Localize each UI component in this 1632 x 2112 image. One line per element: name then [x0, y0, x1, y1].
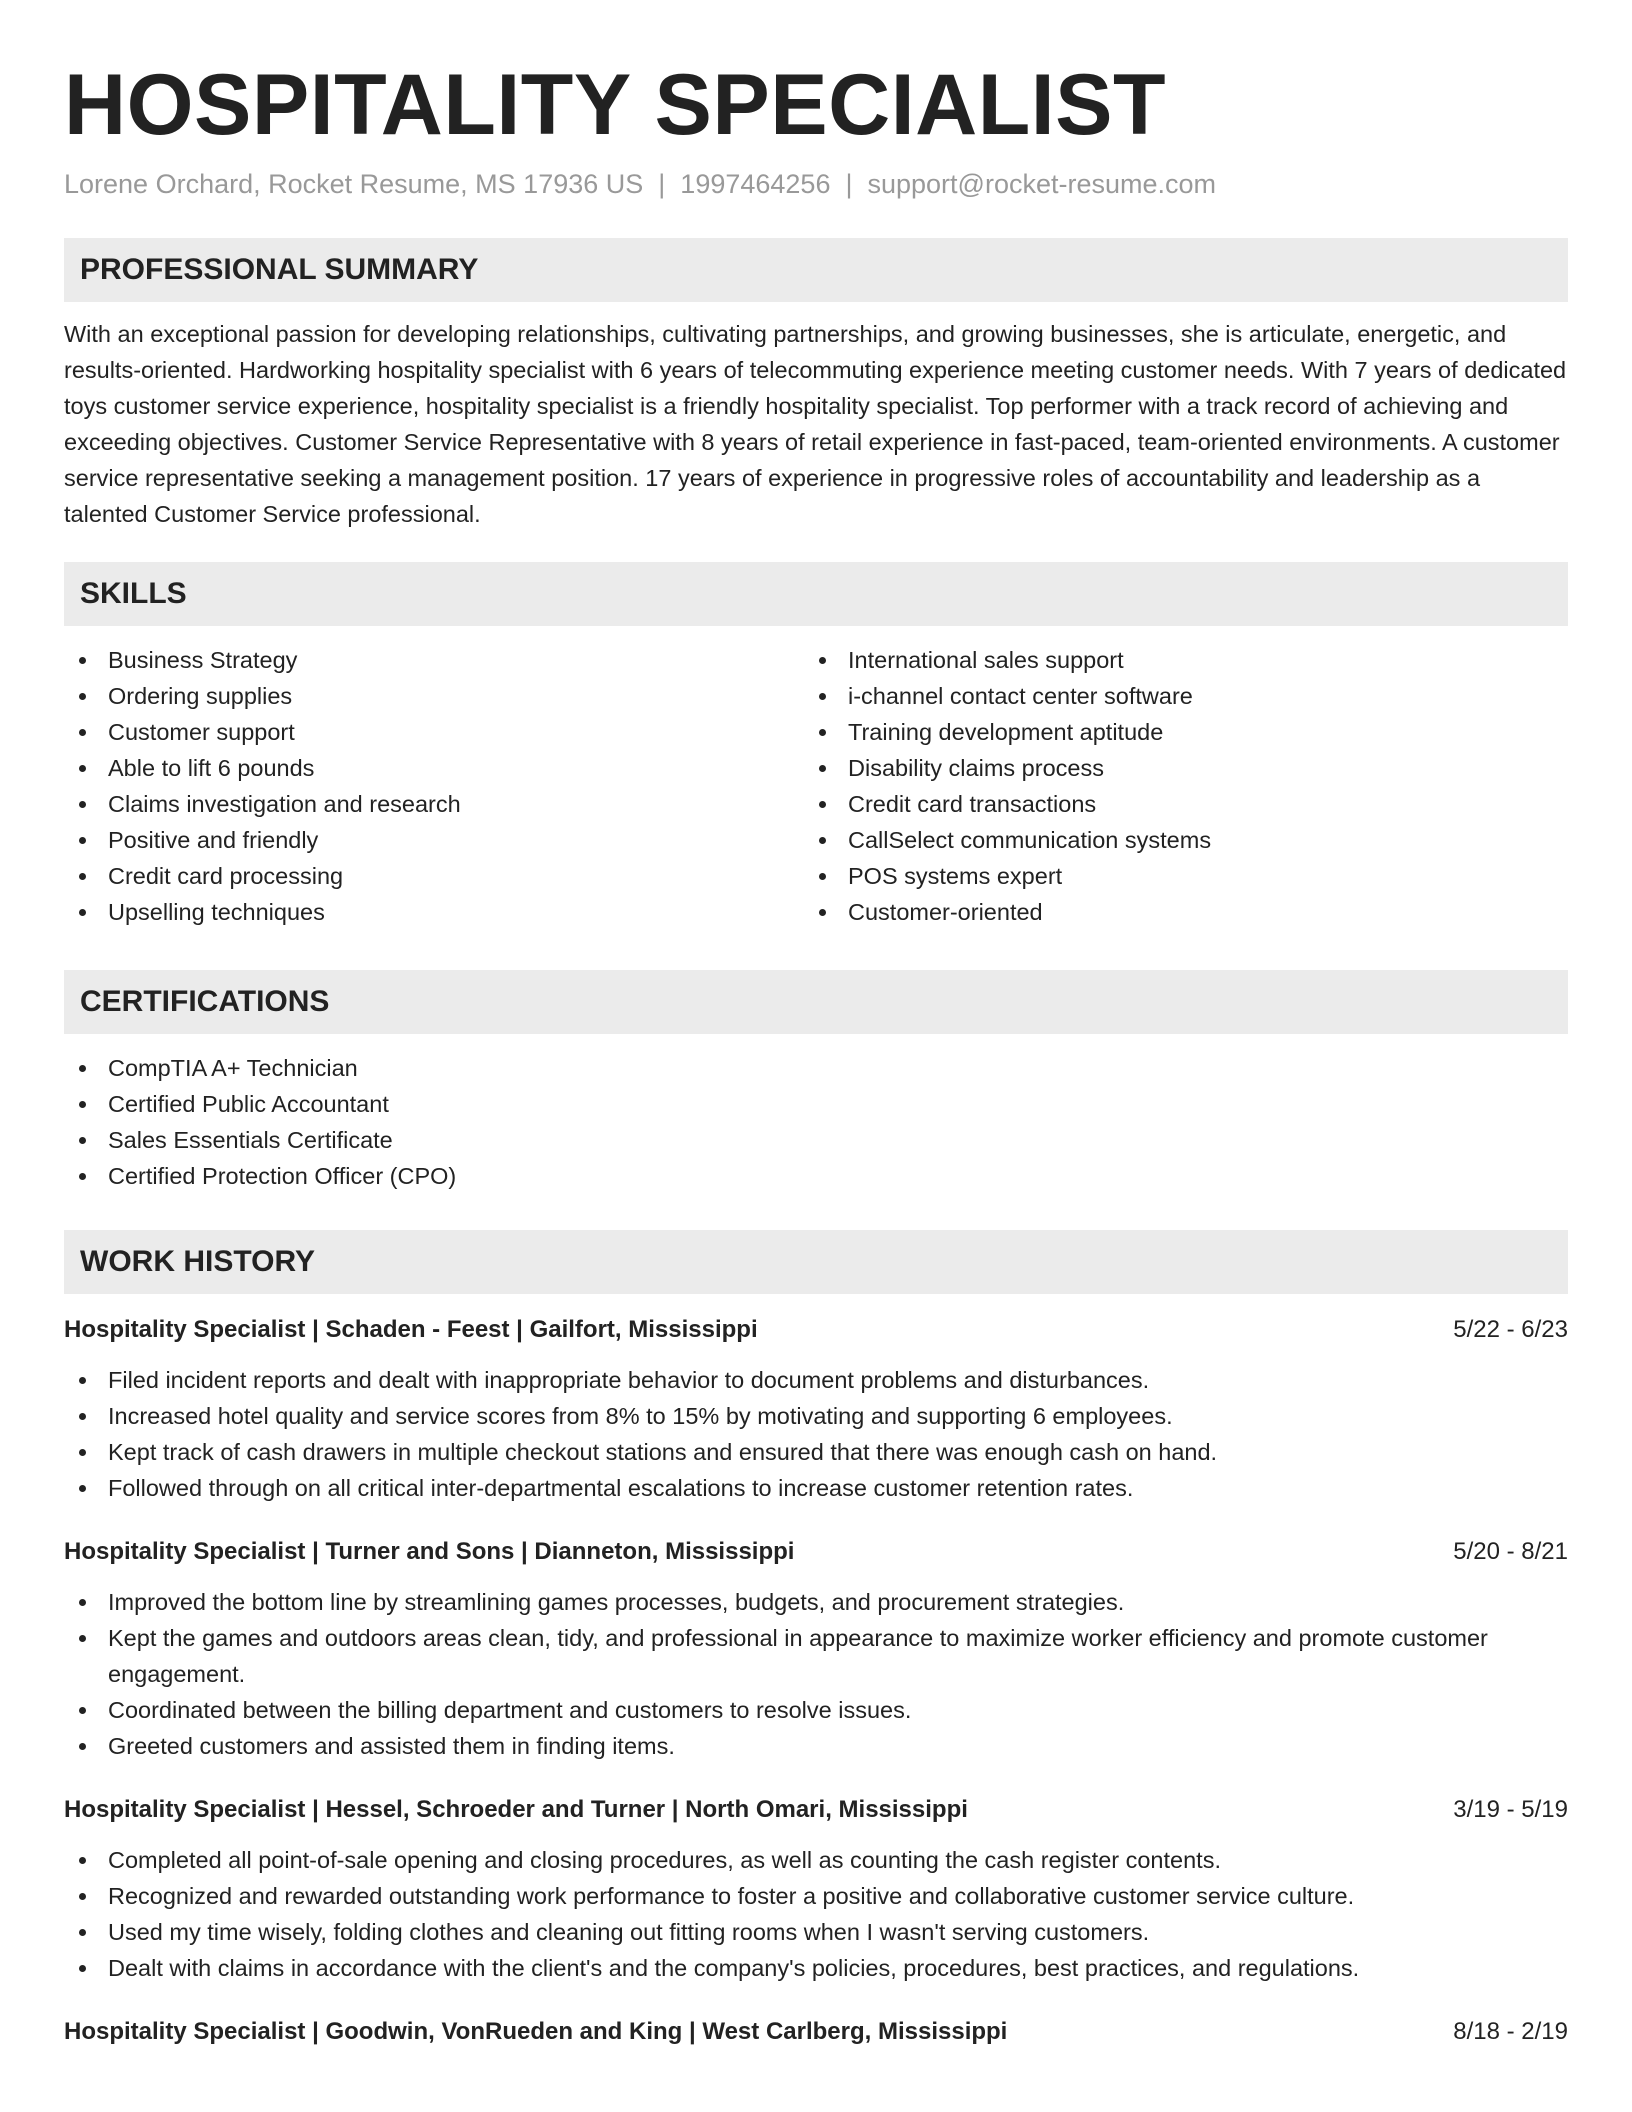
contact-email: support@rocket-resume.com: [867, 168, 1217, 199]
contact-phone: 1997464256: [680, 168, 831, 199]
list-item: Ordering supplies: [64, 678, 804, 714]
list-item: Credit card processing: [64, 858, 804, 894]
list-item: Recognized and rewarded outstanding work performance to foster a positive and collaborative customer service culture.: [64, 1878, 1568, 1914]
job-bullets: [64, 1842, 1568, 1986]
list-item: i-channel contact center software: [804, 678, 1544, 714]
list-item: Training development aptitude: [804, 714, 1544, 750]
job-header: [64, 1312, 1568, 1348]
list-item: Certified Protection Officer (CPO): [64, 1158, 1568, 1194]
summary-heading: PROFESSIONAL SUMMARY: [80, 252, 479, 286]
job-entry: [64, 1312, 1568, 1506]
list-item: Improved the bottom line by streamlining games processes, budgets, and procurement strategies.: [64, 1584, 1568, 1620]
job-entry: [64, 2014, 1568, 2050]
list-item: CompTIA A+ Technician: [64, 1050, 1568, 1086]
list-item: Positive and friendly: [64, 822, 804, 858]
job-entry: [64, 1792, 1568, 1986]
job-header: [64, 1534, 1568, 1570]
job-title: Hospitality Specialist | Hessel, Schroeder and Turner | North Omari, Mississippi: [64, 1795, 968, 1823]
list-item: Completed all point-of-sale opening and closing procedures, as well as counting the cash register contents.: [64, 1842, 1568, 1878]
skills-heading: SKILLS: [80, 576, 187, 610]
list-item: CallSelect communication systems: [804, 822, 1544, 858]
list-item: Filed incident reports and dealt with inappropriate behavior to document problems and disturbances.: [64, 1362, 1568, 1398]
list-item: Kept track of cash drawers in multiple checkout stations and ensured that there was enough cash on hand.: [64, 1434, 1568, 1470]
job-dates: 8/18 - 2/19: [1453, 2017, 1568, 2045]
work-section-header: [64, 1230, 1568, 1294]
job-header: [64, 1792, 1568, 1828]
list-item: Credit card transactions: [804, 786, 1544, 822]
resume-name: HOSPITALITY SPECIALIST: [64, 57, 1167, 153]
skills-column-right: [804, 642, 1544, 930]
list-item: Certified Public Accountant: [64, 1086, 1568, 1122]
job-header: [64, 2014, 1568, 2050]
list-item: Disability claims process: [804, 750, 1544, 786]
list-item: Greeted customers and assisted them in finding items.: [64, 1728, 1568, 1764]
job-title: Hospitality Specialist | Schaden - Feest | Gailfort, Mississippi: [64, 1315, 758, 1343]
job-dates: 5/22 - 6/23: [1453, 1315, 1568, 1343]
job-dates: 5/20 - 8/21: [1453, 1537, 1568, 1565]
certifications-section-header: [64, 970, 1568, 1034]
list-item: Used my time wisely, folding clothes and cleaning out fitting rooms when I wasn't serving customers.: [64, 1914, 1568, 1950]
contact-separator: |: [658, 168, 666, 199]
contact-address: Lorene Orchard, Rocket Resume, MS 17936 US: [64, 168, 644, 199]
list-item: Upselling techniques: [64, 894, 804, 930]
list-item: Customer support: [64, 714, 804, 750]
job-dates: 3/19 - 5/19: [1453, 1795, 1568, 1823]
work-history-list: [64, 1312, 1568, 2050]
contact-line: [64, 167, 1568, 202]
skills-list: [64, 642, 1568, 930]
list-item: Sales Essentials Certificate: [64, 1122, 1568, 1158]
list-item: Kept the games and outdoors areas clean, tidy, and professional in appearance to maximize worker efficiency and promote customer engagement.: [64, 1620, 1568, 1692]
certifications-list: [64, 1050, 1568, 1194]
list-item: Able to lift 6 pounds: [64, 750, 804, 786]
job-title: Hospitality Specialist | Goodwin, VonRueden and King | West Carlberg, Mississippi: [64, 2017, 1008, 2045]
list-item: Followed through on all critical inter-departmental escalations to increase customer retention rates.: [64, 1470, 1568, 1506]
list-item: POS systems expert: [804, 858, 1544, 894]
certifications-heading: CERTIFICATIONS: [80, 984, 330, 1018]
list-item: Increased hotel quality and service scores from 8% to 15% by motivating and supporting 6 employees.: [64, 1398, 1568, 1434]
list-item: International sales support: [804, 642, 1544, 678]
skills-column-left: [64, 642, 804, 930]
list-item: Claims investigation and research: [64, 786, 804, 822]
job-entry: [64, 1534, 1568, 1764]
contact-separator: |: [845, 168, 853, 199]
list-item: Dealt with claims in accordance with the client's and the company's policies, procedures, best practices, and regulations.: [64, 1950, 1568, 1986]
list-item: Business Strategy: [64, 642, 804, 678]
job-title: Hospitality Specialist | Turner and Sons | Dianneton, Mississippi: [64, 1537, 795, 1565]
list-item: Coordinated between the billing department and customers to resolve issues.: [64, 1692, 1568, 1728]
summary-section-header: [64, 238, 1568, 302]
job-bullets: [64, 1584, 1568, 1764]
list-item: Customer-oriented: [804, 894, 1544, 930]
job-bullets: [64, 1362, 1568, 1506]
skills-section-header: [64, 562, 1568, 626]
summary-text: With an exceptional passion for developing relationships, cultivating partnerships, and growing businesses, she is articulate, energetic, and results-oriented. Hardworking hospitality specialist with 6 years of telecommuting experience meeting customer needs. With 7 years of dedicated toys customer service experience, hospitality specialist is a friendly hospitality specialist. Top performer with a track record of achieving and exceeding objectives. Customer Service Representative with 8 years of retail experience in fast-paced, team-oriented environments. A customer service representative seeking a management position. 17 years of experience in progressive roles of accountability and leadership as a talented Customer Service professional.: [64, 320, 1567, 527]
work-heading: WORK HISTORY: [80, 1244, 316, 1278]
